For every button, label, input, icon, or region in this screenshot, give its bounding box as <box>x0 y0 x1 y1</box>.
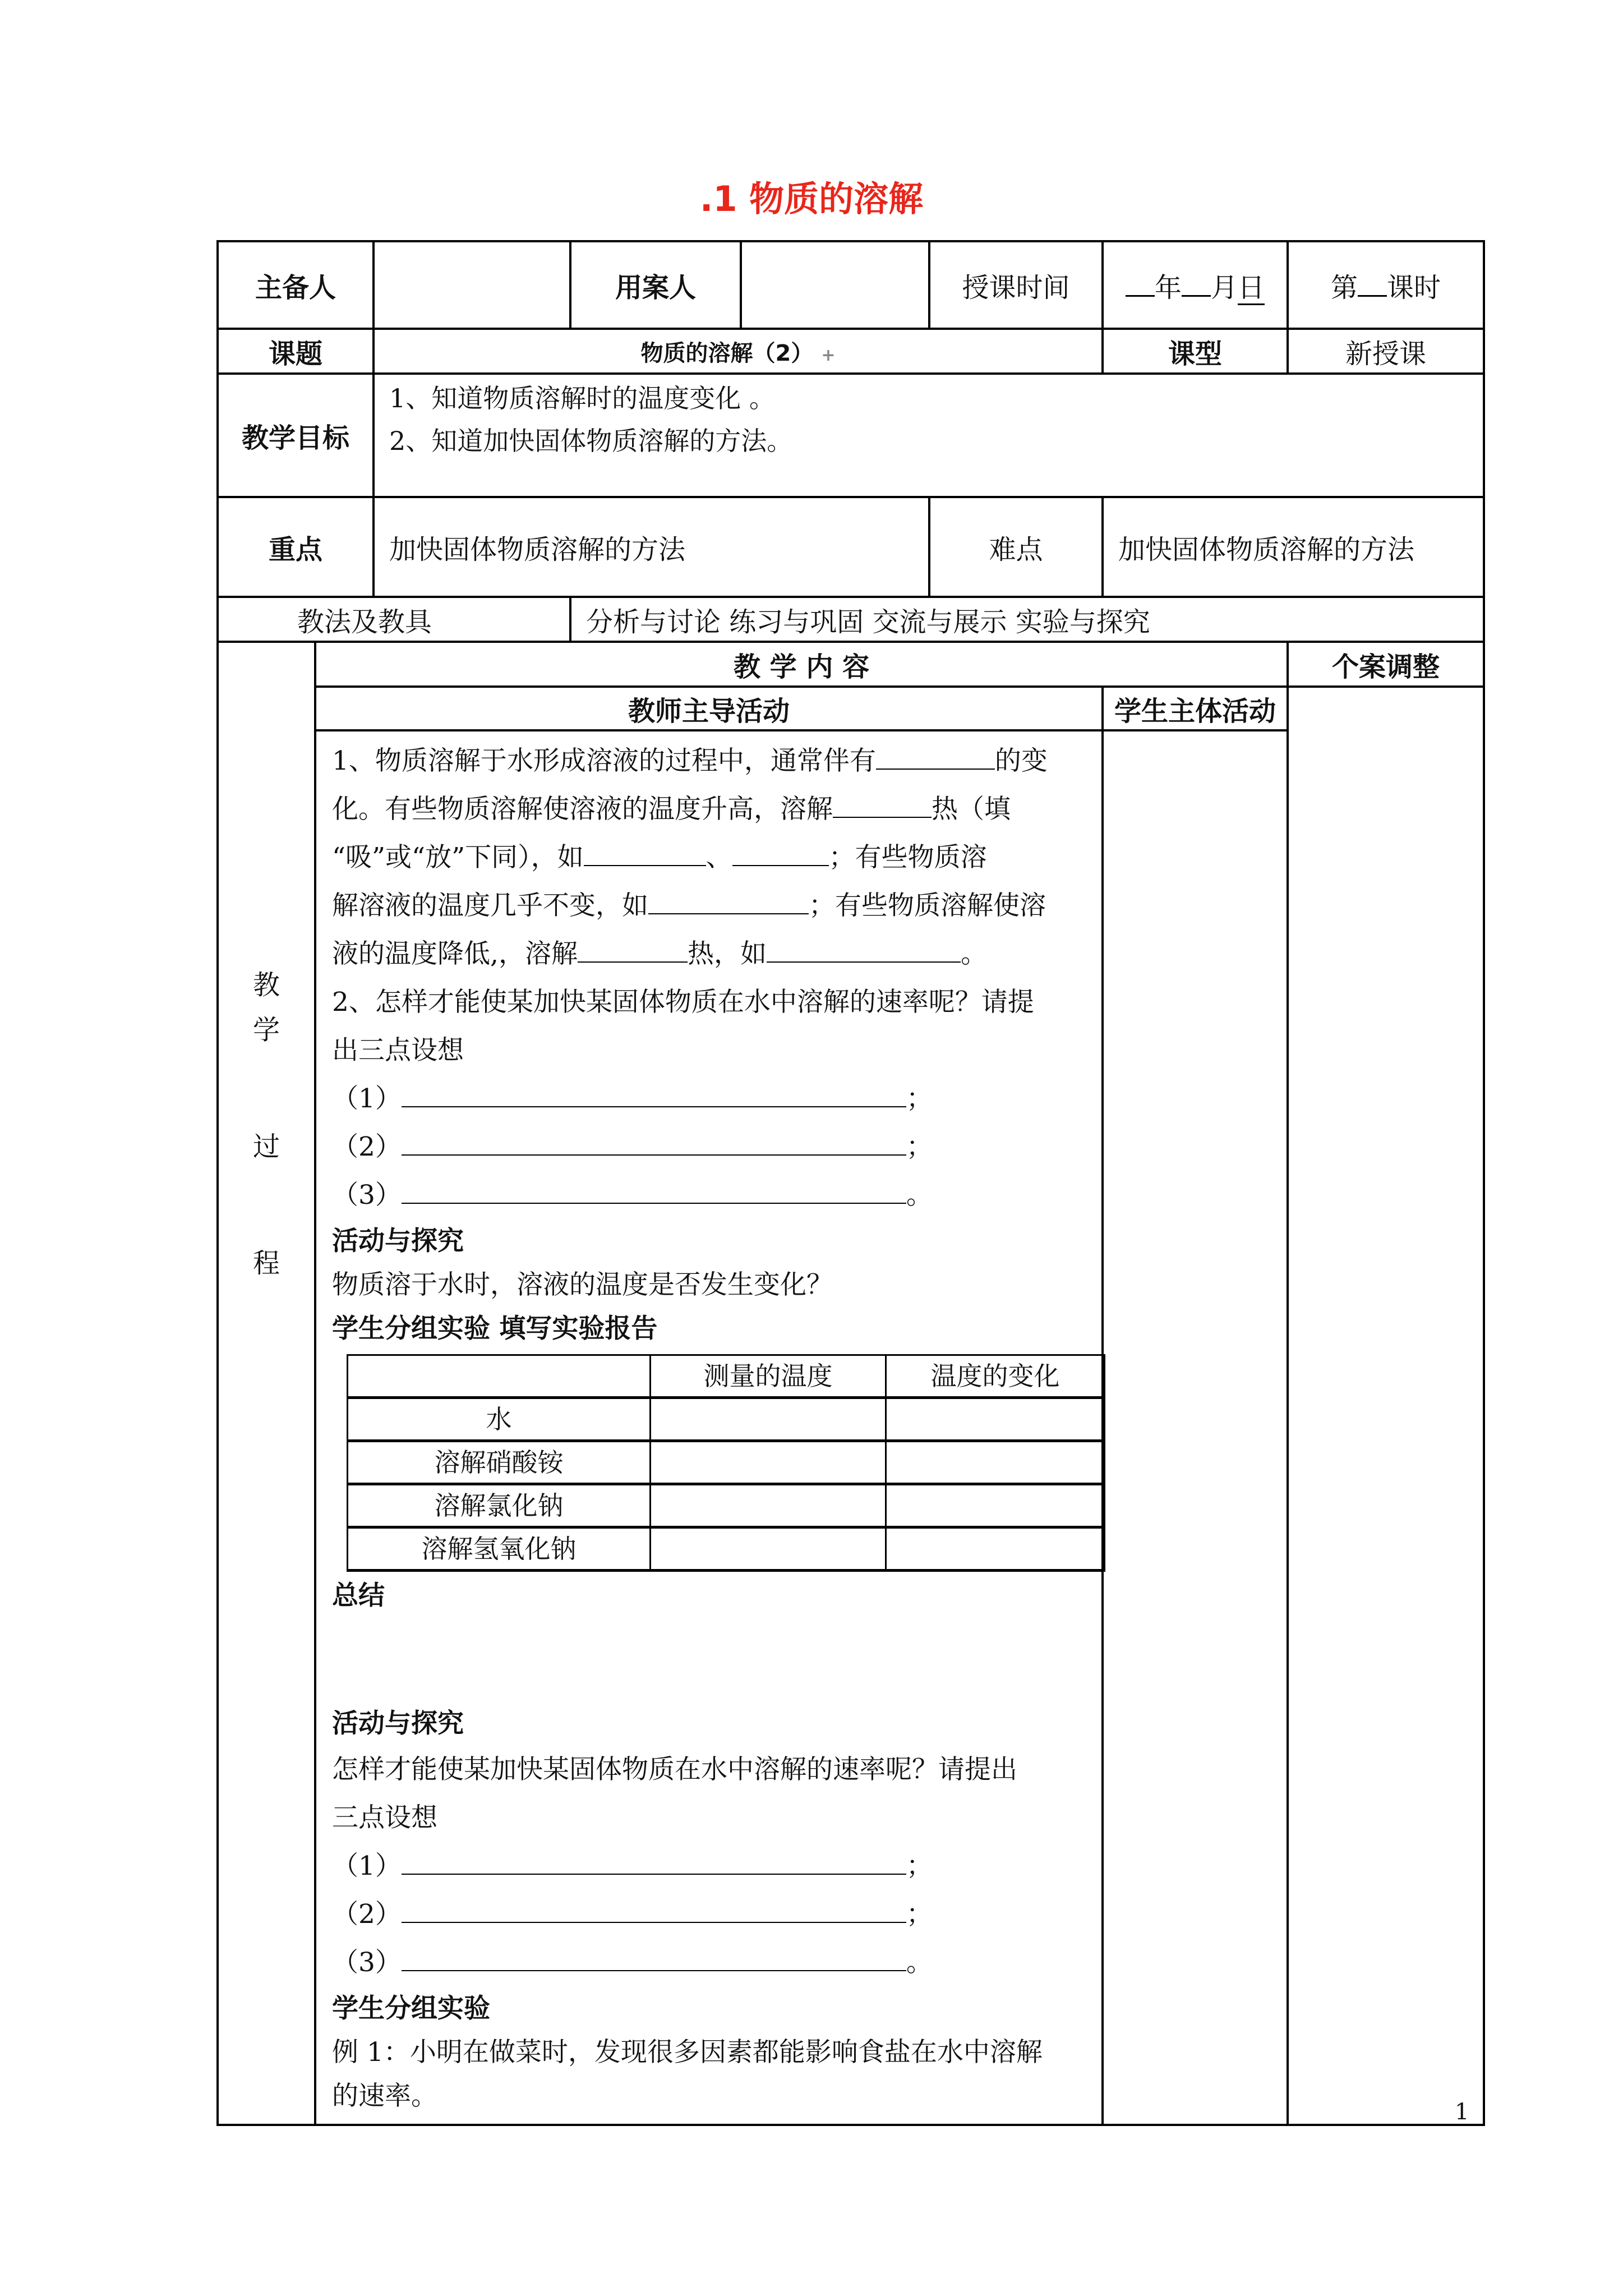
activity1-heading: 活动与探究 <box>332 1226 464 1257</box>
lesson-plan-table <box>216 240 1485 2126</box>
activity2-text: 怎样才能使某加快某固体物质在水中溶解的速率呢？请提出 三点设想 （1） ； （2） ； （3） 。 <box>332 1754 1017 1978</box>
activity1-lab-heading: 学生分组实验 填写实验报告 <box>332 1313 658 1344</box>
key-point-label: 重点 <box>218 497 374 597</box>
answer-blank[interactable] <box>402 1174 906 1204</box>
key-points-row <box>218 497 1484 597</box>
topic-value: 物质的溶解（2） + <box>374 329 1103 374</box>
experiment-cell[interactable] <box>886 1484 1105 1527</box>
teaching-process-label: 教 学 过 程 <box>218 642 315 2125</box>
user-value[interactable] <box>741 241 929 329</box>
experiment-header-blank <box>348 1355 651 1398</box>
difficult-point-value: 加快固体物质溶解的方法 <box>1103 497 1484 597</box>
lesson-period[interactable]: 第 课时 <box>1288 241 1484 329</box>
activity1-question: 物质溶于水时，溶液的温度是否发生变化？ <box>332 1269 833 1300</box>
experiment-cell[interactable] <box>886 1441 1105 1484</box>
lesson-type-label: 课型 <box>1103 329 1288 374</box>
blank[interactable] <box>876 739 995 770</box>
methods-label: 教法及教具 <box>218 597 570 642</box>
lead-preparer-value[interactable] <box>374 241 570 329</box>
summary-heading: 总结 <box>332 1580 385 1611</box>
example-text: 例 1：小明在做菜时，发现很多因素都能影响食盐在水中溶解 的速率。 <box>332 2037 1043 2111</box>
summary-space[interactable] <box>332 1618 1086 1702</box>
blank[interactable] <box>648 884 809 914</box>
experiment-table <box>347 1354 1105 1572</box>
adjust-header: 个案调整 <box>1288 642 1484 687</box>
teacher-activity-content <box>315 730 1103 2125</box>
experiment-header-change: 温度的变化 <box>886 1355 1105 1398</box>
q2-text: 2、怎样才能使某加快某固体物质在水中溶解的速率呢？请提 出三点设想 （1） ； （2） ； （3） 。 <box>332 987 1034 1211</box>
q1-text: 1、物质溶解于水形成溶液的过程中，通常伴有 的变 化。有些物质溶解使溶液的温度升高，溶解 热（填 “吸”或“放”下同），如 、 ；有些物质溶 解溶液的温度几乎不变，如 ；有些物质溶解使溶 液的温度降低,，溶解 热，如 。 <box>332 737 1086 978</box>
page-title: .1 物质的溶解 <box>699 178 924 219</box>
answer-blank[interactable] <box>402 1844 906 1875</box>
blank[interactable] <box>584 836 706 866</box>
goals-label: 教学目标 <box>218 374 374 497</box>
teaching-time-label: 授课时间 <box>929 241 1103 329</box>
teacher-activity-header: 教师主导活动 <box>315 687 1103 730</box>
blank[interactable] <box>732 836 829 866</box>
answer-blank[interactable] <box>402 1077 906 1107</box>
page-number: 1 <box>1455 2099 1469 2125</box>
experiment-cell[interactable] <box>886 1398 1105 1441</box>
topic-label: 课题 <box>218 329 374 374</box>
key-point-value: 加快固体物质溶解的方法 <box>374 497 929 597</box>
blank[interactable] <box>767 932 961 963</box>
goal-item: 2、知道加快固体物质溶解的方法。 <box>389 426 793 456</box>
lesson-type-value: 新授课 <box>1288 329 1484 374</box>
student-activity-header: 学生主体活动 <box>1103 687 1288 730</box>
difficult-point-label: 难点 <box>929 497 1103 597</box>
content-header-row <box>218 642 1484 687</box>
header-row <box>218 241 1484 329</box>
user-label: 用案人 <box>570 241 741 329</box>
answer-blank[interactable] <box>402 1941 906 1971</box>
methods-row <box>218 597 1484 642</box>
answer-blank[interactable] <box>402 1893 906 1923</box>
answer-blank[interactable] <box>402 1125 906 1156</box>
activity2-heading: 活动与探究 <box>332 1708 464 1739</box>
blank[interactable] <box>833 788 932 818</box>
activity2-lab-heading: 学生分组实验 <box>332 1993 490 2024</box>
experiment-cell[interactable] <box>651 1527 886 1571</box>
activity-header-row <box>218 687 1484 730</box>
experiment-cell[interactable] <box>651 1441 886 1484</box>
student-activity-content[interactable] <box>1103 730 1288 2125</box>
experiment-header-temp: 测量的温度 <box>651 1355 886 1398</box>
goals-list <box>374 374 1484 497</box>
content-header: 教 学 内 容 <box>315 642 1288 687</box>
experiment-row-label: 溶解氢氧化钠 <box>348 1527 651 1571</box>
lead-preparer-label: 主备人 <box>218 241 374 329</box>
blank[interactable] <box>578 932 688 963</box>
experiment-cell[interactable] <box>651 1398 886 1441</box>
methods-value: 分析与讨论 练习与巩固 交流与展示 实验与探究 <box>570 597 1484 642</box>
goal-item: 1、知道物质溶解时的温度变化 。 <box>389 383 775 413</box>
experiment-cell[interactable] <box>886 1527 1105 1571</box>
experiment-row-label: 溶解氯化钠 <box>348 1484 651 1527</box>
teaching-date[interactable]: 年 月日 <box>1103 241 1288 329</box>
experiment-row-label: 溶解硝酸铵 <box>348 1441 651 1484</box>
experiment-cell[interactable] <box>651 1484 886 1527</box>
experiment-row-label: 水 <box>348 1398 651 1441</box>
goals-row <box>218 374 1484 497</box>
adjust-column[interactable] <box>1288 687 1484 2125</box>
topic-row <box>218 329 1484 374</box>
